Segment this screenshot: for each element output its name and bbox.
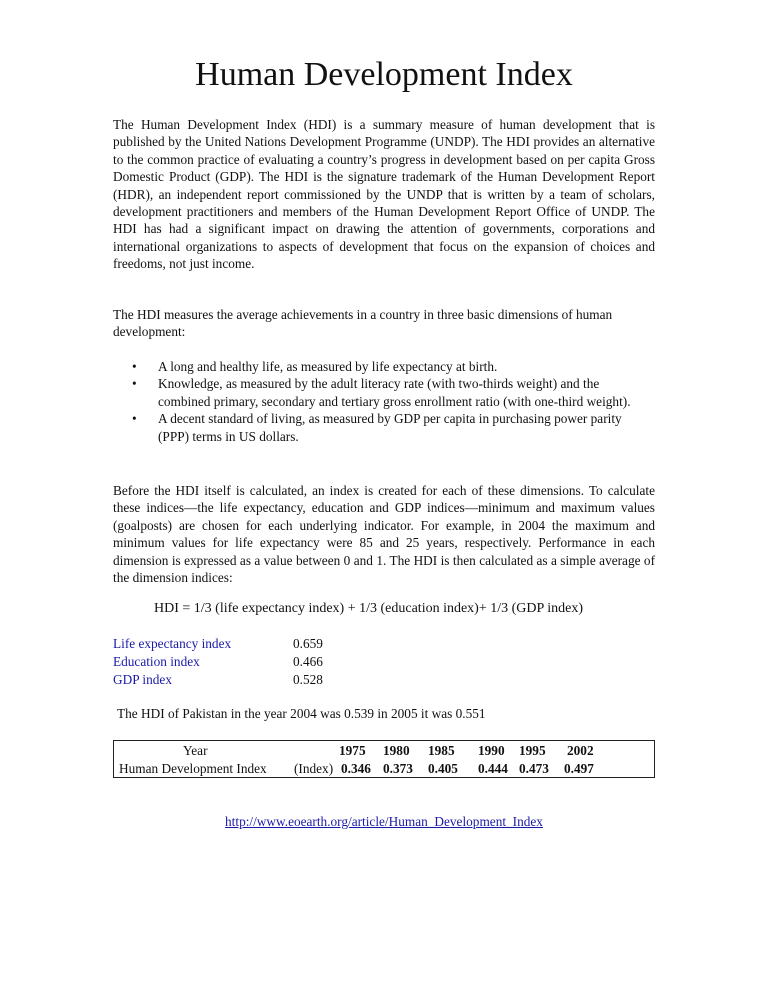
year-cell: 1995 — [519, 743, 546, 758]
list-item-text: Knowledge, as measured by the adult literacy rate (with two-thirds weight) and the combined primary, secondary and tertiary gross enrollment ratio (with one-third weight). — [158, 376, 631, 409]
dimensions-paragraph: The HDI measures the average achievements in a country in three basic dimensions of human development: — [113, 307, 613, 340]
hdi-formula: HDI = 1/3 (life expectancy index) + 1/3 (education index)+ 1/3 (GDP index) — [154, 601, 584, 616]
education-index-row — [113, 654, 323, 670]
bullet-icon: • — [132, 359, 137, 374]
gdp-index-row — [113, 672, 323, 688]
value-cell: 0.444 — [478, 761, 508, 776]
index-label: Life expectancy index — [113, 636, 232, 651]
intro-paragraph: The Human Development Index (HDI) is a summary measure of human development that is published by the United Nations Development Programme (UNDP). The HDI provides an alternative to the common practice of evaluating a country’s progress in development based on per capita Gross Domestic Product (GDP). The HDI is the signature trademark of the Human Development Report (HDR), an independent report commissioned by the UNDP that is written by a team of scholars, development practitioners and members of the Human Development Report Office of UNDP. The HDI has had a significant impact on drawing the attention of governments, corporations and international organizations to aspects of development that focus on the expansion of choices and freedoms, not just income. — [113, 117, 655, 272]
index-value: 0.659 — [293, 636, 323, 651]
index-value: 0.466 — [293, 654, 323, 669]
year-cell: 2002 — [567, 743, 594, 758]
bullet-icon: • — [132, 376, 137, 392]
year-cell: 1990 — [478, 743, 505, 758]
list-item — [113, 358, 655, 375]
value-cell: 0.346 — [341, 761, 371, 776]
calculation-paragraph: Before the HDI itself is calculated, an index is created for each of these dimensions. To calculate these indices—the life expectancy, education and GDP indices—minimum and maximum values (goalposts) are chosen for each underlying indicator. For example, in 2004 the maximum and minimum values for life expectancy were 85 and 25 years, respectively. Performance in each dimension is expressed as a value between 0 and 1. The HDI is then calculated as a simple average of the dimension indices: — [113, 483, 655, 586]
value-cell: 0.373 — [383, 761, 413, 776]
year-cell: 1975 — [339, 743, 366, 758]
year-cell: 1985 — [428, 743, 455, 758]
pakistan-hdi-note: The HDI of Pakistan in the year 2004 was 0.539 in 2005 it was 0.551 — [117, 706, 486, 721]
index-label: Education index — [113, 654, 200, 669]
row-label: Human Development Index — [119, 761, 267, 776]
dimensions-list — [113, 358, 655, 445]
value-cell: 0.497 — [564, 761, 594, 776]
life-expectancy-index-row — [113, 636, 323, 652]
index-label: GDP index — [113, 672, 172, 687]
list-item-text: A long and healthy life, as measured by life expectancy at birth. — [158, 359, 498, 374]
source-link-container — [0, 814, 768, 830]
bullet-icon: • — [132, 411, 137, 427]
year-header: Year — [183, 743, 208, 758]
index-value: 0.528 — [293, 672, 323, 687]
list-item — [113, 375, 655, 410]
source-link[interactable]: http://www.eoearth.org/article/Human_Development_Index — [225, 814, 543, 829]
value-cell: 0.473 — [519, 761, 549, 776]
list-item-text: A decent standard of living, as measured by GDP per capita in purchasing power parity (PPP) terms in US dollars. — [158, 411, 622, 444]
row-unit: (Index) — [294, 761, 334, 776]
year-cell: 1980 — [383, 743, 410, 758]
page-title: Human Development Index — [195, 56, 573, 93]
list-item — [113, 410, 655, 445]
hdi-table — [113, 740, 655, 778]
value-cell: 0.405 — [428, 761, 458, 776]
